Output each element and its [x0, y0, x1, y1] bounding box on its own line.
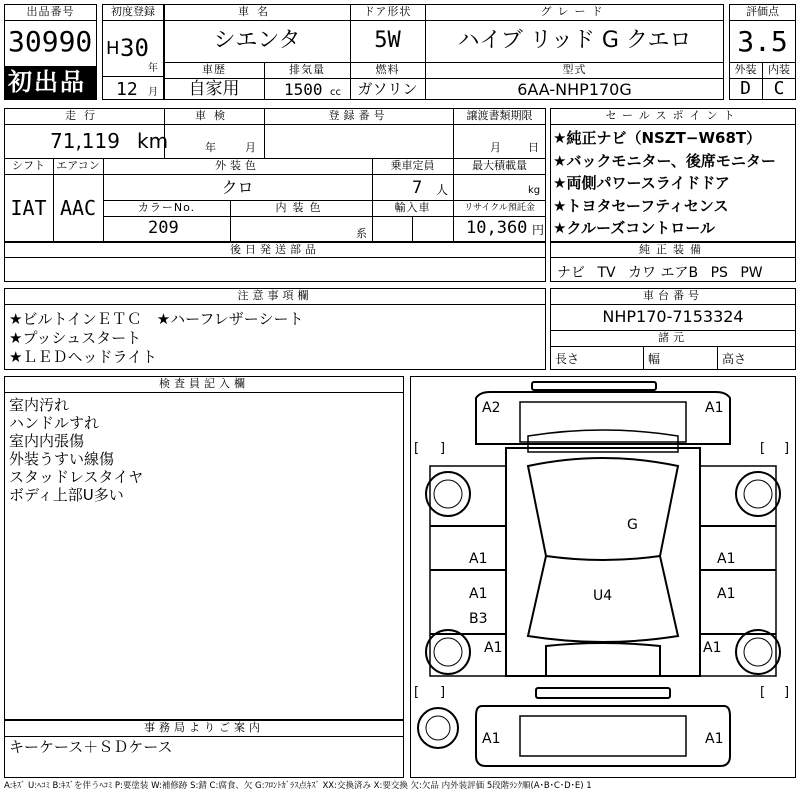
- damage-mark: A2: [482, 400, 501, 416]
- registration-month: 12: [116, 79, 138, 100]
- chassis-label: 車台番号: [643, 289, 703, 302]
- registration-label: 初度登録: [111, 5, 155, 18]
- inspector-note: 室内汚れ: [9, 396, 70, 414]
- equipment-label: 純正装備: [639, 243, 707, 256]
- equipment-list: [557, 262, 763, 282]
- mileage-label: 走行: [65, 109, 103, 122]
- aircon: AAC: [59, 196, 97, 220]
- bracket: ]: [784, 441, 790, 456]
- car-name-label: 車名: [238, 5, 276, 18]
- bracket: ]: [440, 441, 446, 456]
- capacity-label: 乗車定員: [390, 159, 435, 172]
- lot-number-label: 出品番号: [26, 5, 75, 18]
- color-number-label: カラーNo.: [137, 201, 196, 214]
- displacement-unit: cc: [330, 87, 341, 98]
- sales-point: ★純正ナビ（NSZT−W68T）: [553, 129, 762, 147]
- aircon-label: エアコン: [56, 159, 100, 172]
- sales-point: ★両側パワースライドドア: [553, 174, 730, 192]
- interior-color-unit: 系: [356, 227, 367, 240]
- bracket: [: [414, 441, 420, 456]
- shift: IAT: [10, 196, 47, 220]
- sales-points-label: セールスポイント: [605, 109, 741, 122]
- bracket: ]: [784, 685, 790, 700]
- inspector-note: スタッドレスタイヤ: [9, 468, 144, 486]
- max-load-label: 最大積載量: [472, 159, 527, 172]
- damage-mark: A1: [705, 731, 724, 747]
- capacity: 7: [412, 178, 423, 198]
- transfer-day-unit: 日: [528, 141, 539, 154]
- damage-mark: A1: [705, 400, 724, 416]
- exterior-color: クロ: [221, 178, 254, 197]
- specs-label: 諸元: [658, 331, 688, 344]
- equipment-item: ナビ: [557, 265, 585, 281]
- damage-mark: A1: [717, 586, 736, 602]
- capacity-unit: 人: [436, 183, 449, 197]
- import-label: 輸入車: [394, 201, 431, 214]
- registration-number-label: 登録番号: [328, 109, 389, 122]
- recycle-deposit: 10,360: [466, 218, 528, 238]
- damage-mark: G: [627, 517, 638, 533]
- interior-label: 内装: [768, 63, 790, 76]
- chassis-number: NHP170-7153324: [602, 307, 744, 326]
- year-unit: 年: [148, 63, 158, 74]
- bracket: ]: [440, 685, 446, 700]
- sales-points-list: [553, 127, 796, 240]
- width-label: 幅: [648, 352, 661, 366]
- displacement-label: 排気量: [289, 63, 325, 76]
- max-load-unit: kg: [528, 185, 541, 196]
- damage-mark: A1: [717, 551, 736, 567]
- exterior-color-label: 外装色: [215, 159, 260, 172]
- door-type: 5W: [374, 28, 401, 53]
- bracket: [: [760, 685, 766, 700]
- later-parts-label: 後日発送部品: [230, 243, 320, 256]
- recycle-unit: 円: [532, 223, 545, 237]
- first-listing-badge-text: 初出品: [8, 68, 86, 96]
- recycle-label: リサイクル預託金: [464, 203, 535, 213]
- lot-number: 30990: [8, 25, 93, 58]
- model-code: 6AA-NHP170G: [517, 80, 632, 99]
- inspection-month-unit: 月: [245, 141, 256, 154]
- interior-color-label: 内装色: [275, 201, 327, 214]
- exterior-label: 外装: [734, 63, 757, 76]
- inspector-note: 室内内張傷: [9, 432, 85, 450]
- bracket: [: [760, 441, 766, 456]
- color-number: 209: [148, 218, 179, 238]
- transfer-deadline-label: 譲渡書類期限: [466, 109, 533, 122]
- month-unit: 月: [148, 87, 158, 98]
- caution-label: 注意事項欄: [237, 289, 313, 302]
- office-label: 事務局よりご案内: [144, 721, 264, 734]
- interior-grade: C: [773, 78, 785, 99]
- caution-list: [9, 310, 304, 367]
- era: H: [106, 38, 120, 59]
- legend: A:ｷｽﾞ U:ﾍｺﾐ B:ｷｽﾞを伴うﾍｺﾐ P:要塗装 W:補修跡 S:錆 C:腐食、欠 G:ﾌﾛﾝﾄｶﾞﾗｽ点ｷｽﾞ XX:交換済み X:要交換 欠:欠品 内外装評価 5段階ﾗﾝｸ順(A･B･C･D･E) 1: [4, 781, 592, 791]
- transfer-month-unit: 月: [490, 141, 501, 154]
- equipment-item: PS: [710, 265, 728, 281]
- equipment-item: カワ: [628, 265, 657, 281]
- equipment-item: TV: [597, 265, 616, 281]
- grade-label: グレード: [540, 5, 609, 18]
- car-damage-diagram: [410, 376, 796, 778]
- history: 自家用: [188, 79, 240, 99]
- inspector-note: 外装うすい線傷: [9, 450, 115, 468]
- exterior-grade: D: [740, 78, 751, 99]
- inspector-notes: [9, 396, 143, 504]
- grade: ハイブ リッド G クエロ: [457, 28, 692, 53]
- equipment-item: エアB: [660, 265, 699, 281]
- caution-line: ★ＬＥＤヘッドライト: [9, 348, 157, 366]
- damage-mark: A1: [482, 731, 501, 747]
- height-label: 高さ: [722, 352, 747, 366]
- displacement: 1500: [284, 80, 323, 99]
- mileage-unit: km: [137, 129, 169, 153]
- door-label: ドア形状: [363, 5, 412, 18]
- sales-point: ★トヨタセーフティセンス: [553, 196, 729, 215]
- damage-mark: B3: [469, 611, 488, 627]
- length-label: 長さ: [555, 352, 580, 366]
- damage-mark: A1: [484, 640, 503, 656]
- caution-line: ★ビルトインＥＴＣ ★ハーフレザーシート: [9, 310, 304, 328]
- office-message: キーケース＋ＳＤケース: [9, 738, 173, 756]
- fuel: ガソリン: [357, 80, 418, 98]
- fuel-label: 燃料: [375, 63, 400, 76]
- equipment-item: PW: [740, 265, 763, 281]
- inspection-label: 車検: [195, 109, 233, 122]
- damage-mark: A1: [703, 640, 722, 656]
- sales-point: ★バックモニター、後席モニター: [553, 151, 776, 170]
- inspection-year-unit: 年: [205, 141, 216, 154]
- inspector-label: 検査員記入欄: [159, 377, 249, 390]
- history-label: 車歴: [202, 63, 226, 76]
- score: 3.5: [737, 25, 788, 58]
- inspector-note: ハンドルすれ: [9, 414, 100, 432]
- car-name: シエンタ: [213, 28, 301, 53]
- bracket: [: [414, 685, 420, 700]
- registration-year: 30: [120, 34, 149, 62]
- damage-mark: U4: [593, 588, 613, 604]
- mileage: 71,119: [50, 129, 120, 153]
- inspector-note: ボディ上部U多い: [9, 486, 124, 504]
- model-label: 型式: [562, 63, 587, 76]
- damage-mark: A1: [469, 586, 488, 602]
- score-label: 評価点: [746, 5, 779, 18]
- shift-label: シフト: [12, 159, 45, 172]
- damage-mark: A1: [469, 551, 488, 567]
- caution-line: ★プッシュスタート: [9, 329, 142, 347]
- sales-point: ★クルーズコントロール: [553, 219, 715, 237]
